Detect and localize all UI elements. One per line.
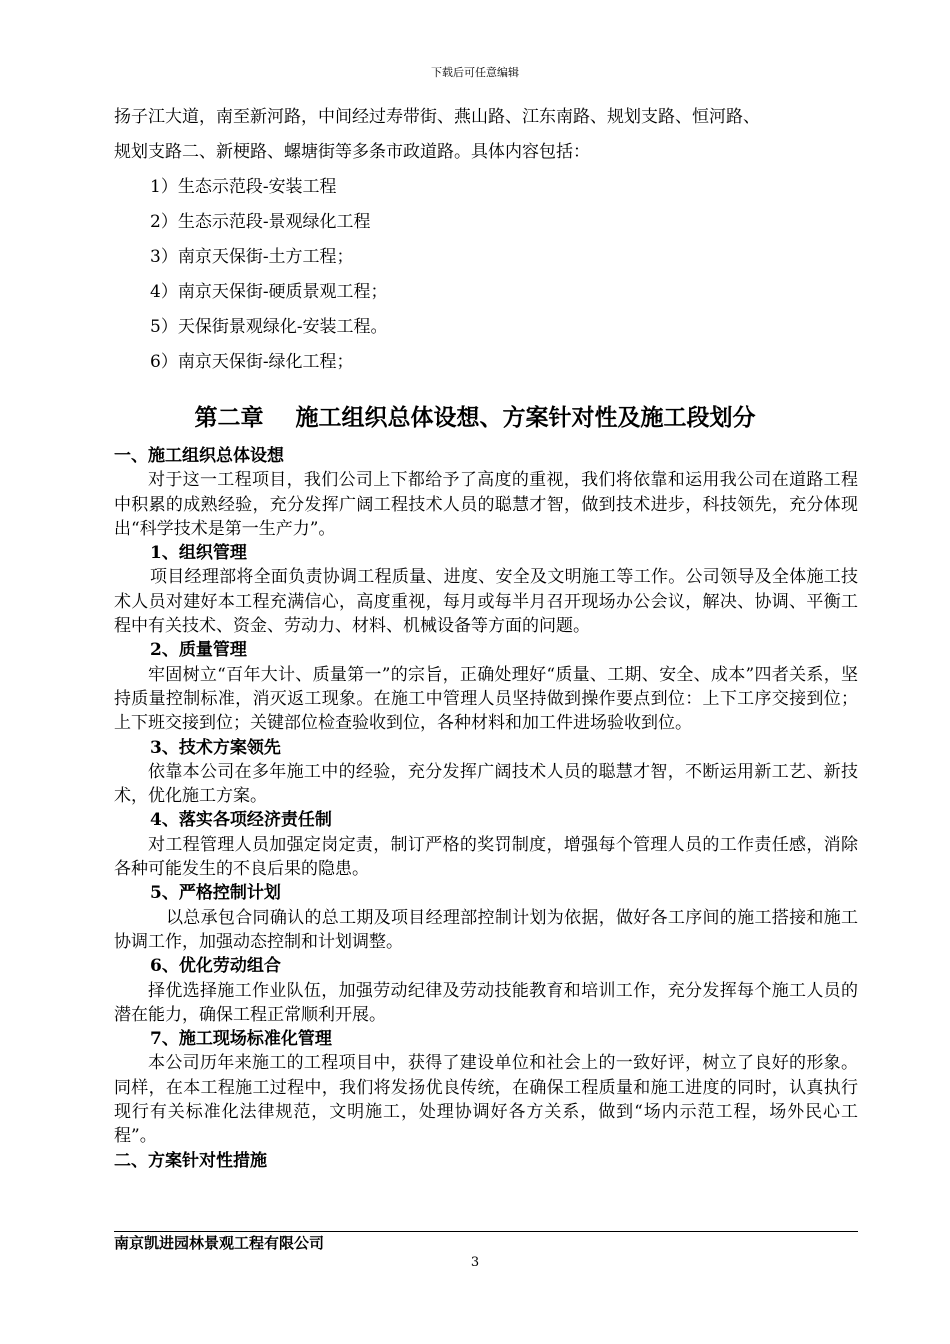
subsection-paragraph: 择优选择施工作业队伍，加强劳动纪律及劳动技能教育和培训工作，充分发挥每个施工人员的潜在能力，确保工程正常顺利开展。	[114, 980, 858, 1025]
subsection-heading: 4、落实各项经济责任制	[150, 810, 332, 831]
section-heading: 一、施工组织总体设想	[114, 446, 284, 466]
footer-company-name: 南京凯进园林景观工程有限公司	[114, 1234, 325, 1252]
scope-list-item: 6）南京天保街-绿化工程；	[150, 352, 354, 372]
subsection-paragraph: 以总承包合同确认的总工期及项目经理部控制计划为依据，做好各工序间的施工搭接和施工协调工作，加强动态控制和计划调整。	[114, 907, 858, 952]
footer-divider	[114, 1231, 858, 1232]
subsection-heading: 3、技术方案领先	[150, 737, 281, 758]
subsection-paragraph: 本公司历年来施工的工程项目中，获得了建设单位和社会上的一致好评，树立了良好的形象。同样，在本工程施工过程中，我们将发扬优良传统，在确保工程质量和施工进度的同时，认真执行现行有关标准化法律规范，文明施工，处理协调好各方关系，做到“场内示范工程，场外民心工程”。	[114, 1053, 858, 1147]
scope-list-item: 2）生态示范段-景观绿化工程	[150, 212, 371, 232]
section-paragraph: 对于这一工程项目，我们公司上下都给予了高度的重视，我们将依靠和运用我公司在道路工程中积累的成熟经验，充分发挥广阔工程技术人员的聪慧才智，做到技术进步，科技领先，充分体现出“科学技术是第一生产力”。	[114, 470, 858, 539]
subsection-paragraph: 依靠本公司在多年施工中的经验，充分发挥广阔技术人员的聪慧才智，不断运用新工艺、新技术，优化施工方案。	[114, 761, 858, 807]
subsection-paragraph: 牢固树立“百年大计、质量第一”的宗旨，正确处理好“质量、工期、安全、成本”四者关系，坚持质量控制标准，消灭返工现象。在施工中管理人员坚持做到操作要点到位：上下工序交接到位；上下班交接到位；关键部位检查验收到位，各种材料和加工件进场验收到位。	[114, 664, 858, 734]
scope-list-item: 1）生态示范段-安装工程	[150, 177, 337, 197]
header-note: 下载后可任意编辑	[431, 66, 519, 79]
intro-block	[114, 100, 854, 380]
page-number: 3	[470, 1255, 480, 1270]
subsection-heading: 2、质量管理	[150, 640, 247, 661]
subsection-heading: 7、施工现场标准化管理	[150, 1029, 332, 1050]
subsection-paragraph: 对工程管理人员加强定岗定责，制订严格的奖罚制度，增强每个管理人员的工作责任感，消除各种可能发生的不良后果的隐患。	[114, 834, 858, 880]
scope-list-item: 5）天保街景观绿化-安装工程。	[150, 317, 388, 337]
document-body	[114, 444, 858, 1173]
intro-line: 扬子江大道，南至新河路，中间经过寿带街、燕山路、江东南路、规划支路、恒河路、	[114, 107, 760, 127]
subsection-paragraph: 项目经理部将全面负责协调工程质量、进度、安全及文明施工等工作。公司领导及全体施工技术人员对建好本工程充满信心，高度重视，每月或每半月召开现场办公会议，解决、协调、平衡工程中有关技术、资金、劳动力、材料、机械设备等方面的问题。	[114, 567, 858, 637]
intro-line: 规划支路二、新梗路、螺塘街等多条市政道路。具体内容包括：	[114, 142, 590, 162]
scope-list-item: 3）南京天保街-土方工程；	[150, 247, 354, 267]
subsection-heading: 5、严格控制计划	[150, 883, 281, 904]
subsection-heading: 6、优化劳动组合	[150, 956, 281, 977]
section-heading: 二、方案针对性措施	[114, 1150, 267, 1171]
scope-list-item: 4）南京天保街-硬质景观工程；	[150, 282, 388, 302]
chapter-title: 第二章 施工组织总体设想、方案针对性及施工段划分	[194, 404, 756, 431]
subsection-heading: 1、组织管理	[150, 543, 247, 564]
